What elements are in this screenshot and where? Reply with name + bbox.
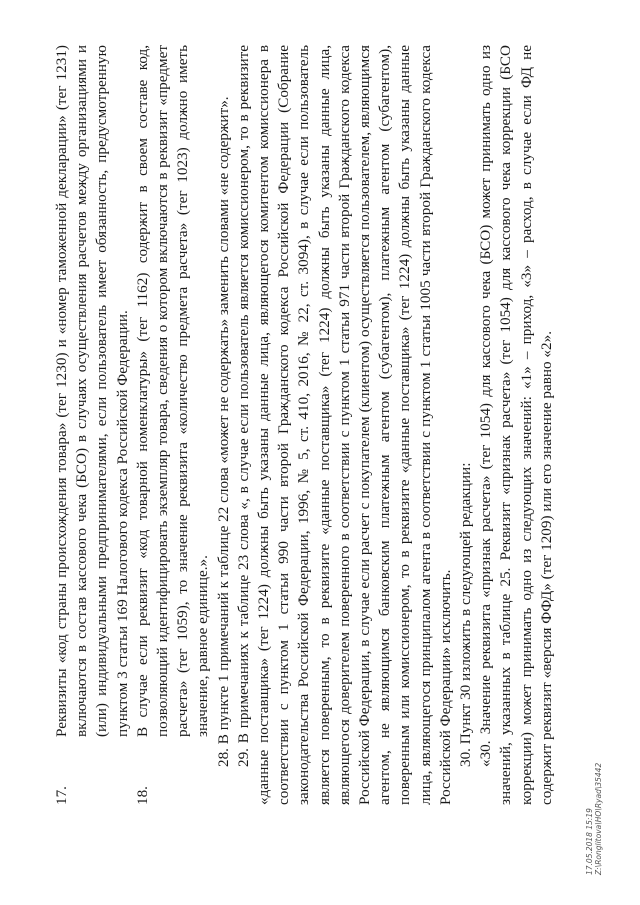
stamp-path: Z:\Ronglitova\НО\Ryad\35442 (594, 762, 603, 875)
paragraph-30: 30. Пункт 30 изложить в следующей редакции: (457, 462, 475, 767)
paragraph-30-text: «30. Значение реквизита «признак расчета» (тег 1054) для кассового чека (БСО) может принимать одно из значений, указанных в таблице 25. Реквизит «признак расчета» (тег 1054) для кассового чека коррекции (БСО коррекции) может принимать одно из следующих значений: «1» – приход, «3» – расход, в случае если ФД не содержит реквизит «версия ФФД» (тег 1209) или его значение равно «2». (477, 45, 555, 805)
paragraph-29: 29. В примечаниях к таблице 23 слова «, в случае если пользователь является комиссионером, то в реквизите «данные поставщика» (тег 1224) должны быть указаны данные лица, являющегося комитентом комиссионера в соответствии с пунктом 1 статьи 990 части второй Гражданского кодекса Российской Федерации (Собрание законодательства Российской Федерации, 1996, № 5, ст. 410, 2016, № 22, ст. 3094), в случае если пользователь является поверенным, то в реквизите «данные поставщика» (тег 1224) должны быть указаны данные лица, являющегося доверителем поверенного в соответствии с пунктом 1 статьи 971 части второй Гражданского кодекса Российской Федерации, в случае если расчет с покупателем (клиентом) осуществляется пользователем, являющимся агентом, не являющимся банковским платежным агентом (субагентом), платежным агентом (субагентом), поверенным или комиссионером, то в реквизите «данные поставщика» (тег 1224) должны быть указаны данные лица, являющегося принципалом агента в соответствии с пунктом 1 статьи 1005 части второй Гражданского кодекса Российской Федерации» исключить. (234, 45, 454, 805)
item-number: 17. (53, 786, 70, 805)
item-number: 18. (133, 786, 151, 805)
stamp-date: 17.05.2018 15:19 (585, 808, 594, 875)
paragraph-28: 28. В пункте 1 примечаний к таблице 22 слова «может не содержать» заменить словами «не содержит». (214, 96, 232, 767)
file-stamp (585, 763, 603, 875)
item-text: В случае если реквизит «код товарной номенклатуры» (тег 1162) содержит в своем составе код, позволяющий идентифицировать экземпляр товара, сведения о котором включаются в реквизит «предмет расчета» (тег 1059), то значение реквизита «количество предмета расчета» (тег 1023) должно иметь значение, равное единице.». (133, 45, 212, 737)
item-text: Реквизиты «код страны происхождения товара» (тег 1230) и «номер таможенной декларации» (тег 1231) включаются в состав кассового чека (БСО) в случаях осуществления расчетов между организациями и (или) индивидуальными предпринимателями, если пользователь имеет обязанность, предусмотренную пунктом 3 статьи 169 Налогового кодекса Российской Федерации. (53, 45, 131, 737)
document-body (52, 45, 557, 805)
list-item-17 (52, 45, 133, 805)
list-item-18 (133, 45, 214, 805)
